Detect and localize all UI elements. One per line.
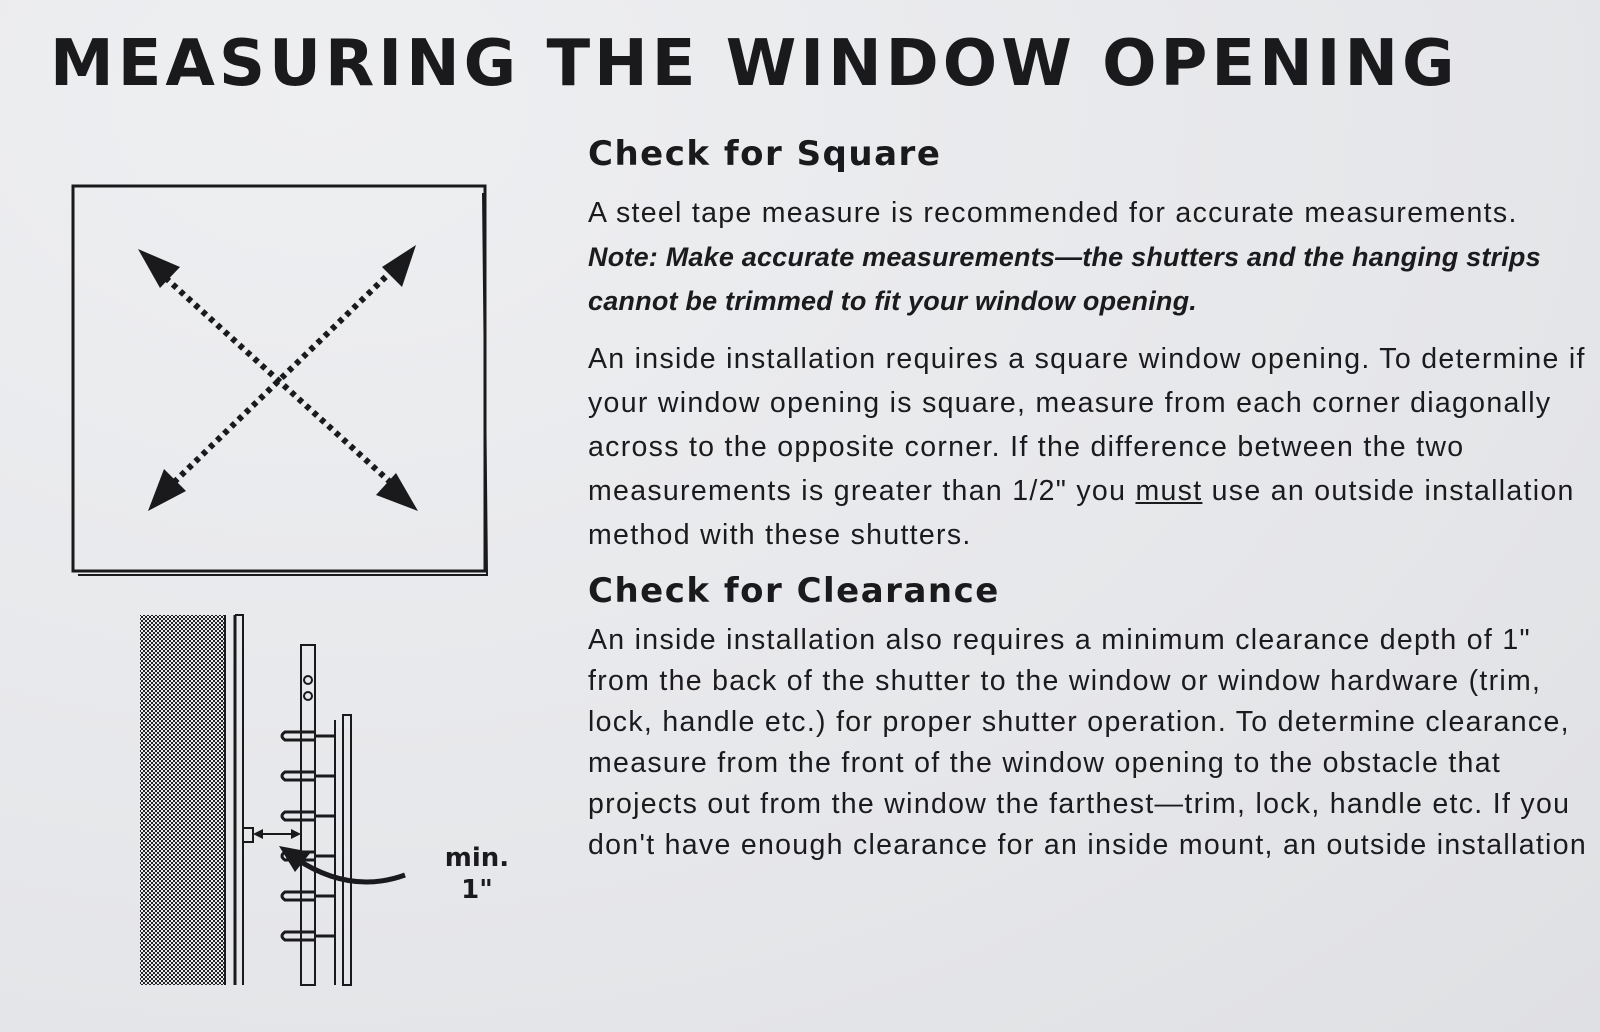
page-title: MEASURING THE WINDOW OPENING (50, 27, 1459, 101)
square-text-part2: use an outside installation method with these shutters. (588, 474, 1575, 551)
shutter-clearance-icon (135, 610, 425, 990)
min-label-line1: min. (444, 843, 510, 873)
must-emphasis: must (1135, 474, 1203, 507)
square-instructions-paragraph (588, 337, 1588, 557)
diagonal-arrows-icon (70, 183, 495, 578)
check-square-heading: Check for Square (588, 134, 942, 174)
min-label-line2: 1" (461, 875, 493, 905)
check-clearance-heading: Check for Clearance (588, 570, 1000, 611)
instructions-column (588, 130, 1588, 866)
tape-measure-paragraph: A steel tape measure is recommended for accurate measurements. (588, 196, 1518, 229)
square-text-part1: An inside installation requires a square window opening. To determine if your window opening is square, measure from each corner diagonally across to the opposite corner. If the difference between the two measurements is greater than 1/2" you (588, 342, 1586, 507)
clearance-paragraph: An inside installation also requires a minimum clearance depth of 1" from the back of the shutter to the window or window hardware (trim, lock, handle etc.) for proper shutter operation. To determine clearance, measure from the front of the window opening to the obstacle that projects out from the window the farthest—trim, lock, handle etc. If you don't have enough clearance for an inside mount, an outside installation (588, 623, 1587, 861)
accuracy-note: Note: Make accurate measurements—the shutters and the hanging strips cannot be trimmed to fit your window opening. (588, 241, 1541, 316)
min-clearance-label (432, 842, 522, 906)
